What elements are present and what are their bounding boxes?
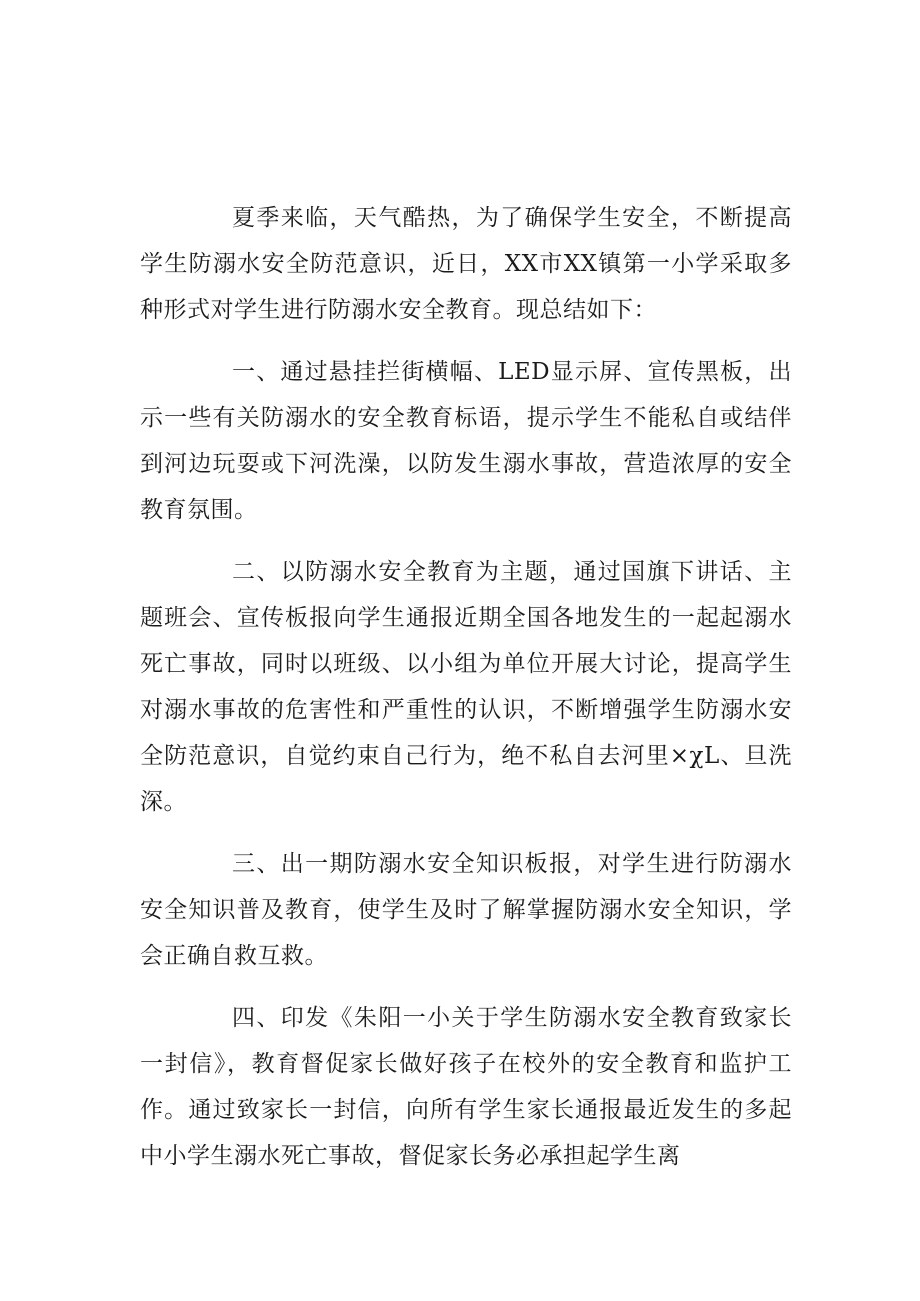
document-body	[140, 195, 792, 1179]
paragraph-item-2: 二、以防溺水安全教育为主题，通过国旗下讲话、主题班会、宣传板报向学生通报近期全国各地发生的一起起溺水死亡事故，同时以班级、以小组为单位开展大讨论，提高学生对溺水事故的危害性和严重性的认识，不断增强学生防溺水安全防范意识，自觉约束自己行为，绝不私自去河里×χL、旦洗深。	[140, 559, 792, 815]
paragraph-item-3: 三、出一期防溺水安全知识板报，对学生进行防溺水安全知识普及教育，使学生及时了解掌握防溺水安全知识，学会正确自救互救。	[140, 851, 792, 969]
paragraph-item-4: 四、印发《朱阳一小关于学生防溺水安全教育致家长一封信》，教育督促家长做好孩子在校外的安全教育和监护工作。通过致家长一封信，向所有学生家长通报最近发生的多起中小学生溺水死亡事故，督促家长务必承担起学生离	[140, 1005, 792, 1169]
paragraph-intro: 夏季来临，天气酷热，为了确保学生安全，不断提高学生防溺水安全防范意识，近日，XX市XX镇第一小学采取多种形式对学生进行防溺水安全教育。现总结如下：	[140, 205, 792, 323]
paragraph-item-1: 一、通过悬挂拦街横幅、LED显示屏、宣传黑板，出示一些有关防溺水的安全教育标语，提示学生不能私自或结伴到河边玩耍或下河洗澡，以防发生溺水事故，营造浓厚的安全教育氛围。	[140, 359, 792, 523]
